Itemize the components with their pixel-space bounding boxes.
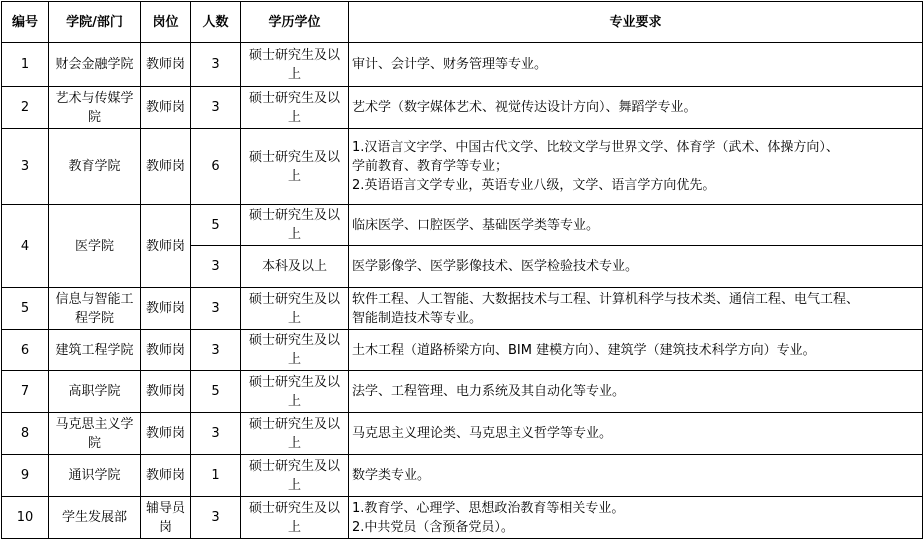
row-count: 3 [191, 413, 241, 455]
row-requirements [349, 87, 923, 129]
row-requirements [349, 205, 923, 246]
row-dept: 通识学院 [49, 455, 141, 497]
row-degree: 本科及以上 [241, 246, 349, 288]
row-degree: 硕士研究生及以上 [241, 330, 349, 371]
row-no: 6 [2, 330, 49, 371]
requirement-line: 1.汉语言文字学、中国古代文学、比较文学与世界文学、体育学（武术、体操方向）、 [352, 140, 839, 155]
table-row [2, 497, 923, 539]
header-count: 人数 [191, 2, 241, 43]
row-count: 3 [191, 330, 241, 371]
row-requirements [349, 497, 923, 539]
row-no: 3 [2, 129, 49, 205]
row-requirements [349, 246, 923, 288]
row-degree: 硕士研究生及以上 [241, 205, 349, 246]
row-post: 教师岗 [141, 129, 191, 205]
row-degree: 硕士研究生及以上 [241, 87, 349, 129]
row-post: 教师岗 [141, 371, 191, 413]
table-row [2, 87, 923, 129]
row-no: 2 [2, 87, 49, 129]
row-post: 教师岗 [141, 455, 191, 497]
row-no: 5 [2, 288, 49, 330]
row-count: 3 [191, 288, 241, 330]
row-no: 4 [2, 205, 49, 288]
row-count: 3 [191, 246, 241, 288]
requirement-line: 2.中共党员（含预备党员）。 [352, 519, 514, 535]
row-no: 7 [2, 371, 49, 413]
row-dept: 学生发展部 [49, 497, 141, 539]
row-requirements [349, 413, 923, 455]
header-no: 编号 [2, 2, 49, 43]
row-count: 1 [191, 455, 241, 497]
row-count: 3 [191, 87, 241, 129]
requirement-line: 1.教育学、心理学、思想政治教育等相关专业。 [352, 500, 625, 516]
table-row [2, 288, 923, 330]
table-row [2, 205, 923, 246]
row-degree: 硕士研究生及以上 [241, 371, 349, 413]
row-dept: 马克思主义学院 [49, 413, 141, 455]
row-requirements [349, 455, 923, 497]
row-count: 3 [191, 497, 241, 539]
header-degree: 学历学位 [241, 2, 349, 43]
table-row [2, 43, 923, 87]
row-degree: 硕士研究生及以上 [241, 288, 349, 330]
row-degree: 硕士研究生及以上 [241, 455, 349, 497]
row-post: 教师岗 [141, 43, 191, 87]
row-count: 3 [191, 43, 241, 87]
row-no: 9 [2, 455, 49, 497]
row-count: 5 [191, 205, 241, 246]
row-requirements [349, 288, 923, 330]
row-dept: 财会金融学院 [49, 43, 141, 87]
row-dept: 教育学院 [49, 129, 141, 205]
row-post: 教师岗 [141, 413, 191, 455]
row-no: 10 [2, 497, 49, 539]
requirement-line: 医学影像学、医学影像技术、医学检验技术专业。 [352, 259, 639, 274]
table-row [2, 330, 923, 371]
row-no: 8 [2, 413, 49, 455]
row-degree: 硕士研究生及以上 [241, 497, 349, 539]
recruitment-table [1, 1, 923, 539]
row-post: 教师岗 [141, 205, 191, 288]
row-dept: 医学院 [49, 205, 141, 288]
table-header-row [2, 2, 923, 43]
requirement-line: 土木工程（道路桥梁方向、BIM 建模方向）、建筑学（建筑技术科学方向）专业。 [352, 342, 816, 358]
row-requirements [349, 330, 923, 371]
row-dept: 建筑工程学院 [49, 330, 141, 371]
requirement-line: 艺术学（数字媒体艺术、视觉传达设计方向）、舞蹈学专业。 [352, 100, 697, 115]
row-post: 教师岗 [141, 330, 191, 371]
row-requirements [349, 371, 923, 413]
row-post: 教师岗 [141, 87, 191, 129]
row-requirements [349, 129, 923, 205]
table-row [2, 455, 923, 497]
header-post: 岗位 [141, 2, 191, 43]
requirement-line: 马克思主义理论类、马克思主义哲学等专业。 [352, 426, 613, 441]
row-degree: 硕士研究生及以上 [241, 413, 349, 455]
row-dept: 艺术与传媒学院 [49, 87, 141, 129]
row-count: 6 [191, 129, 241, 205]
table-row [2, 129, 923, 205]
row-no: 1 [2, 43, 49, 87]
requirement-line: 智能制造技术等专业。 [352, 310, 483, 326]
requirement-line: 2.英语语言文学专业，英语专业八级，文学、语言学方向优先。 [352, 178, 716, 193]
row-post: 辅导员岗 [141, 497, 191, 539]
table-row [2, 371, 923, 413]
row-degree: 硕士研究生及以上 [241, 43, 349, 87]
row-dept: 信息与智能工程学院 [49, 288, 141, 330]
header-requirements: 专业要求 [349, 2, 923, 43]
row-post: 教师岗 [141, 288, 191, 330]
requirement-line: 审计、会计学、财务管理等专业。 [352, 57, 548, 72]
requirement-line: 法学、工程管理、电力系统及其自动化等专业。 [352, 384, 626, 399]
table-row [2, 413, 923, 455]
requirement-line: 学前教育、教育学等专业； [352, 159, 509, 174]
row-requirements [349, 43, 923, 87]
row-degree: 硕士研究生及以上 [241, 129, 349, 205]
row-dept: 高职学院 [49, 371, 141, 413]
requirement-line: 数学类专业。 [352, 468, 431, 483]
header-dept: 学院/部门 [49, 2, 141, 43]
row-count: 5 [191, 371, 241, 413]
requirement-line: 软件工程、人工智能、大数据技术与工程、计算机科学与技术类、通信工程、电气工程、 [352, 291, 860, 307]
requirement-line: 临床医学、口腔医学、基础医学类等专业。 [352, 217, 600, 233]
